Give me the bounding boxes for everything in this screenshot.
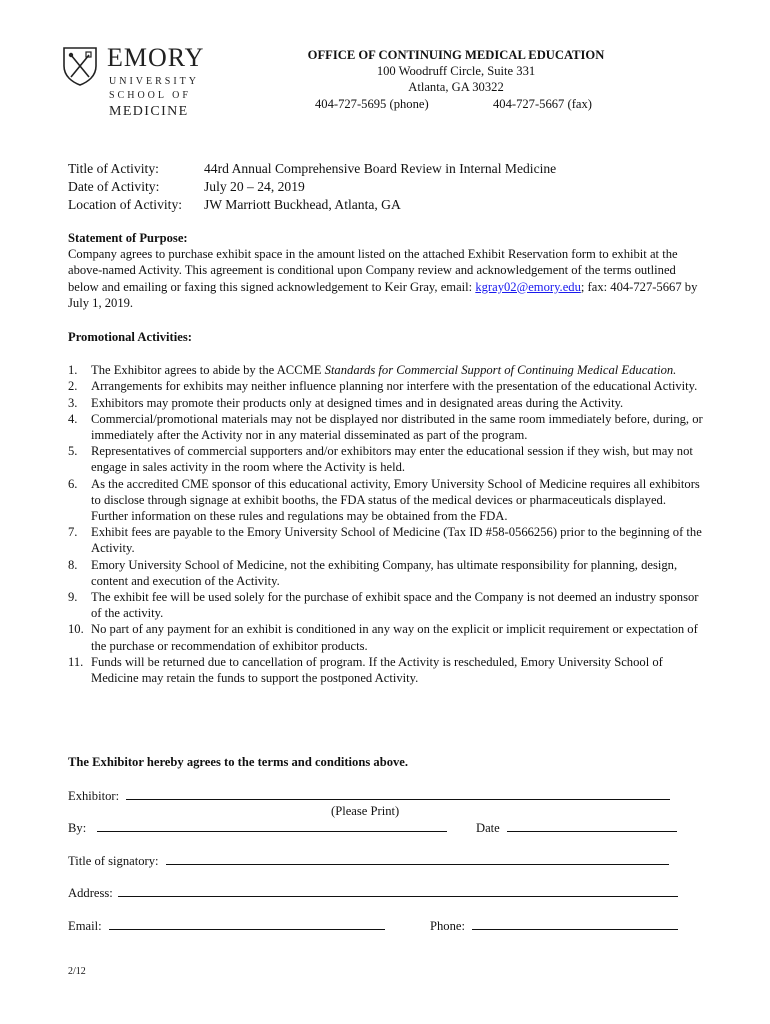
terms-list-rest — [68, 378, 704, 686]
term-number: 7. — [68, 525, 78, 540]
activity-location-label: Location of Activity: — [68, 197, 183, 212]
address-row — [68, 884, 678, 901]
term-number: 10. — [68, 622, 84, 637]
purpose-section — [68, 230, 702, 311]
term-text: Funds will be returned due to cancellation of program. If the Activity is rescheduled, Emory University School of Medicine may retain the funds to support the postponed Activity. — [91, 654, 663, 686]
phone-label: Phone: — [430, 919, 465, 933]
term-number: 2. — [68, 379, 78, 394]
term-number: 6. — [68, 476, 78, 491]
office-phone: 404-727-5695 (phone) — [315, 96, 429, 111]
office-fax: 404-727-5667 (fax) — [493, 96, 592, 111]
office-header — [240, 47, 672, 112]
term-text: As the accredited CME sponsor of this educational activity, Emory University School of Medicine requires all exhibitors to disclose through signage at exhibit booths, the FDA status of the medical devices or pharmaceuticals displayed. Further information on these rules and regulations may be obtained from the FDA. — [91, 476, 700, 524]
activity-title-value: 44rd Annual Comprehensive Board Review in Internal Medicine — [204, 161, 557, 176]
list-item — [68, 395, 704, 411]
promotional-section — [68, 329, 704, 686]
term-number: 5. — [68, 444, 78, 459]
term-number: 4. — [68, 411, 78, 426]
purpose-heading: Statement of Purpose: — [68, 231, 188, 245]
activity-info — [68, 160, 708, 214]
by-row — [68, 819, 447, 836]
date-label: Date — [476, 821, 500, 835]
term-text: Arrangements for exhibits may neither influence planning nor interfere with the presentation of the educational Activity. — [91, 379, 698, 394]
email-label: Email: — [68, 919, 102, 933]
email-row — [68, 917, 385, 934]
exhibitor-row — [68, 787, 670, 804]
purpose-email-link[interactable]: kgray02@emory.edu — [475, 279, 581, 294]
phone-field[interactable] — [472, 917, 678, 930]
list-item — [68, 443, 704, 475]
purpose-after-email: ; fax: 404-727-5667 by July 1, 2019. — [68, 279, 698, 310]
please-print-note: (Please Print) — [331, 804, 400, 818]
term-text: Exhibitors may promote their products only at designed times and in designated areas during the Activity. — [91, 395, 624, 410]
list-item — [68, 654, 704, 686]
term-number: 8. — [68, 557, 78, 572]
activity-location-value: JW Marriott Buckhead, Atlanta, GA — [204, 197, 401, 212]
list-item — [68, 557, 704, 589]
agreement-heading: The Exhibitor hereby agrees to the terms and conditions above. — [68, 755, 409, 769]
terms-list — [68, 362, 704, 378]
activity-title-label: Title of Activity: — [68, 161, 159, 176]
signatory-label: Title of signatory: — [68, 854, 159, 868]
office-title: OFFICE OF CONTINUING MEDICAL EDUCATION — [307, 48, 605, 62]
term-number: 9. — [68, 590, 78, 605]
term-text: Commercial/promotional materials may not be displayed nor distributed in the same room immediately before, during, or immediately after the Activity nor in any material disseminated as part of the program. — [91, 411, 703, 443]
logo-name: EMORY — [107, 43, 205, 72]
purpose-text — [68, 246, 702, 311]
term-text: Exhibit fees are payable to the Emory University School of Medicine (Tax ID #58-0566256) prior to the beginning of the Activity. — [91, 525, 702, 556]
list-item — [68, 411, 704, 443]
signatory-field[interactable] — [166, 852, 669, 865]
emory-logo — [62, 43, 212, 122]
list-item — [68, 589, 704, 621]
phone-row — [430, 917, 678, 934]
office-address2: Atlanta, GA 30322 — [408, 80, 504, 95]
exhibitor-field[interactable] — [126, 787, 670, 800]
activity-date-label: Date of Activity: — [68, 179, 160, 194]
office-address1: 100 Woodruff Circle, Suite 331 — [376, 64, 536, 79]
term-1-text: The Exhibitor agrees to abide by the ACCME — [91, 363, 325, 378]
promotional-heading: Promotional Activities: — [68, 330, 192, 344]
term-text: The exhibit fee will be used solely for the purchase of exhibit space and the Company is not deemed an industry sponsor of the activity. — [91, 590, 699, 621]
by-label: By: — [68, 821, 87, 835]
logo-line2: SCHOOL OF — [109, 90, 191, 101]
footer-code: 2/12 — [68, 966, 86, 977]
term-text: No part of any payment for an exhibit is conditioned in any way on the explicit or implicit requirement or expectation of the purchase or recommendation of exhibitor products. — [91, 622, 698, 653]
purpose-body: Company agrees to purchase exhibit space in the amount listed on the attached Exhibit Reservation form to exhibit at the above-named Activity. This agreement is conditional upon Company review and acknowledgement of the terms outlined below and emailing or faxing this signed acknowledgement to Keir Gray, email: — [68, 247, 678, 294]
list-item — [68, 524, 704, 556]
date-field[interactable] — [507, 819, 677, 832]
activity-date-value: July 20 – 24, 2019 — [204, 179, 305, 194]
logo-line3: MEDICINE — [109, 104, 189, 119]
list-item — [68, 476, 704, 525]
term-1-italic: Standards for Commercial Support of Continuing Medical Education. — [324, 363, 677, 378]
list-item — [68, 621, 704, 653]
list-item — [68, 378, 704, 394]
address-field[interactable] — [118, 884, 678, 897]
signatory-row — [68, 852, 669, 869]
date-row — [476, 819, 677, 836]
emory-shield-icon — [62, 46, 98, 86]
address-label: Address: — [68, 886, 113, 900]
list-item: 1. The Exhibitor agrees to abide by the ACCME Standards for Commercial Support of Continuing Medical Education. — [68, 363, 677, 378]
email-field[interactable] — [109, 917, 385, 930]
term-number: 11. — [68, 654, 84, 669]
term-text: Emory University School of Medicine, not the exhibiting Company, has ultimate responsibility for planning, design, content and execution of the Activity. — [91, 557, 678, 588]
by-signature-field[interactable] — [97, 819, 447, 832]
term-number: 3. — [68, 395, 78, 410]
exhibitor-label: Exhibitor: — [68, 789, 120, 803]
logo-line1: UNIVERSITY — [109, 76, 199, 87]
term-text: Representatives of commercial supporters and/or exhibitors may enter the educational session if they wish, but may not engage in sales activity in the room where the Activity is held. — [91, 444, 693, 475]
